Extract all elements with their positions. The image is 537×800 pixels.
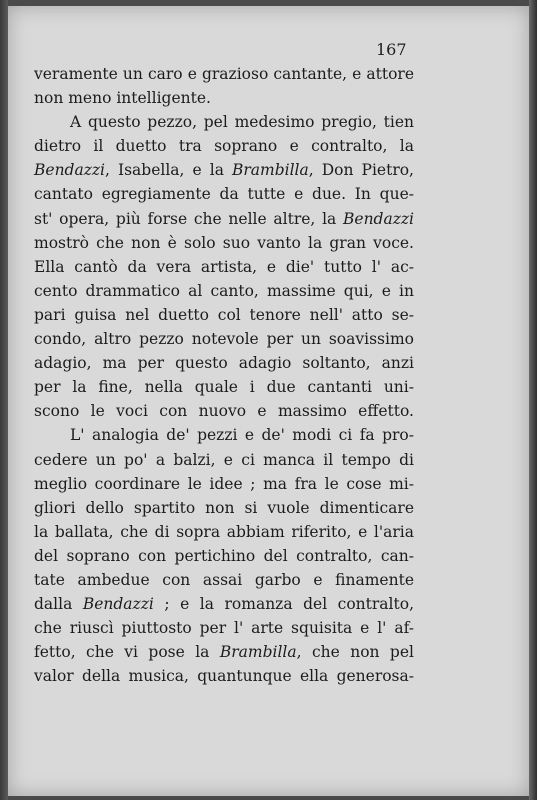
text-line: cedere un po' a balzi, e ci manca il tempo di bbox=[34, 450, 414, 469]
text-line: cantato egregiamente da tutte e due. In que- bbox=[34, 185, 414, 204]
italic-name: Brambilla bbox=[231, 161, 309, 180]
text-line: per la fine, nella quale i due cantanti uni- bbox=[34, 378, 414, 397]
text-line: del soprano con pertichino del contralto, can- bbox=[34, 546, 414, 565]
italic-name: Bendazzi bbox=[82, 595, 154, 614]
text-line: tate ambedue con assai garbo e finamente bbox=[34, 570, 414, 589]
body-text bbox=[34, 62, 414, 688]
text-line: gliori dello spartito non si vuole dimenticare bbox=[34, 498, 414, 517]
text-line: la ballata, che di sopra abbiam riferito, e l'aria bbox=[34, 522, 414, 541]
text-line: dalla Bendazzi ; e la romanza del contralto, bbox=[34, 595, 414, 614]
text-line: meglio coordinare le idee ; ma fra le cose mi- bbox=[34, 474, 414, 493]
book-page bbox=[8, 6, 529, 796]
text-line: st' opera, più forse che nelle altre, la Bendazzi bbox=[34, 209, 414, 228]
text-line: L' analogia de' pezzi e de' modi ci fa pro- bbox=[70, 426, 414, 445]
text-line: non meno intelligente. bbox=[34, 89, 211, 108]
text-line: veramente un caro e grazioso cantante, e attore bbox=[34, 65, 414, 83]
book-spine-shadow bbox=[0, 0, 8, 800]
text-line: cento drammatico al canto, massime qui, e in bbox=[34, 281, 414, 300]
text-line: scono le voci con nuovo e massimo effetto. bbox=[34, 402, 414, 421]
text-line: che riuscì piuttosto per l' arte squisita e l' af- bbox=[34, 619, 414, 638]
italic-name: Bendazzi bbox=[34, 161, 105, 180]
italic-name: Bendazzi bbox=[343, 209, 414, 228]
page-edge-shadow bbox=[529, 0, 537, 800]
text-line: Ella cantò da vera artista, e die' tutto l' ac- bbox=[34, 257, 414, 276]
text-line: condo, altro pezzo notevole per un soavissimo bbox=[34, 330, 414, 349]
text-line: A questo pezzo, pel medesimo pregio, tien bbox=[70, 113, 414, 132]
text-line: valor della musica, quantunque ella generosa- bbox=[34, 667, 414, 686]
text-line: mostrò che non è solo suo vanto la gran voce. bbox=[34, 233, 414, 252]
text-line: adagio, ma per questo adagio soltanto, anzi bbox=[34, 354, 414, 373]
italic-name: Brambilla bbox=[219, 643, 297, 662]
text-line: dietro il duetto tra soprano e contralto, la bbox=[34, 137, 414, 156]
text-line: Bendazzi, Isabella, e la Brambilla, Don Pietro, bbox=[34, 161, 414, 180]
page-number: 167 bbox=[376, 40, 407, 59]
text-line: fetto, che vi pose la Brambilla, che non pel bbox=[34, 643, 414, 662]
text-line: pari guisa nel duetto col tenore nell' atto se- bbox=[34, 305, 414, 324]
